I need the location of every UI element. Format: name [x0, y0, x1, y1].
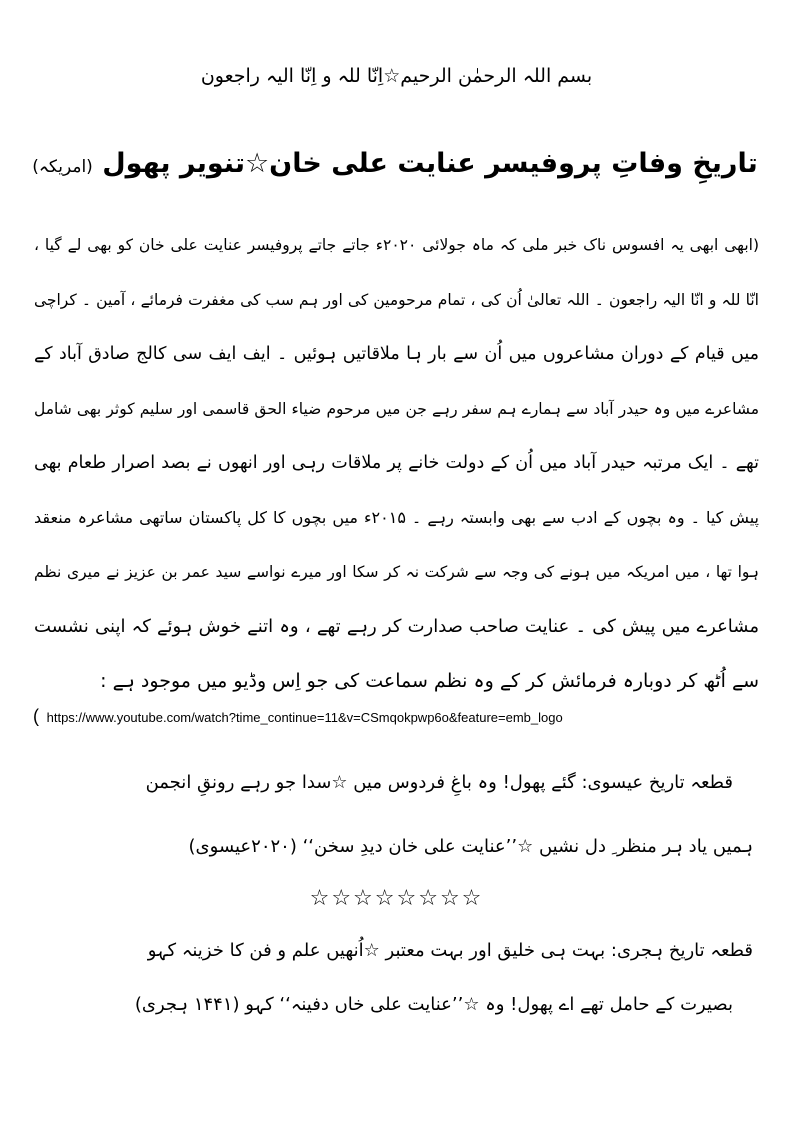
body-paragraph [34, 218, 759, 709]
opening-paren: ( [33, 706, 39, 726]
gregorian-verse-line-2: ہمیں یاد ہر منظر ِ دل نشیں ☆’’عنایت علی خان دیدِ سخن‘‘ (۲۰۲۰عیسوی) [188, 836, 753, 857]
body-line: پیش کیا ۔ وہ بچوں کے ادب سے بھی وابستہ رہے ۔ ۲۰۱۵ء میں بچوں کا کل پاکستان ساتھی مشاعرہ منعقد [34, 507, 759, 527]
body-line: تھے ۔ ایک مرتبہ حیدر آباد میں اُن کے دولت خانے پر ملاقات رہی اور انھوں نے بصد اصرار طعام بھی [34, 453, 759, 473]
video-link[interactable]: https://www.youtube.com/watch?time_continue=11&v=CSmqokpwp6o&feature=emb_logo [46, 710, 563, 725]
hijri-verse-line-1: قطعہ تاریخ ہجری: بہت ہی خلیق اور بہت معتبر ☆اُنھیں علم و فن کا خزینہ کہو [147, 940, 753, 961]
video-link-row [33, 704, 753, 730]
body-line: انّا للہ و انّا الیہ راجعون ۔ اللہ تعالیٰ اُن کی ، تمام مرحومین کی اور ہم سب کی مغفرت فرمائے ، آمین ۔ کراچی [34, 290, 759, 309]
basmala-heading: بسم اللہ الرحمٰن الرحیم☆اِنّا للہ و اِنّا الیہ راجعون [200, 65, 593, 87]
star-divider: ☆☆☆☆☆☆☆☆ [309, 886, 484, 911]
title-main: تاریخِ وفاتِ پروفیسر عنایت علی خان☆تنویر پھول [102, 148, 758, 179]
body-line: میں قیام کے دوران مشاعروں میں اُن سے بار ہا ملاقاتیں ہوئیں ۔ ایف ایف سی کالج صادق آباد کے [34, 344, 759, 364]
body-line: مشاعرے میں وہ حیدر آباد سے ہمارے ہم سفر رہے جن میں مرحوم ضیاء الحق قاسمی اور سلیم کوثر بھی شامل [34, 399, 759, 418]
body-line: مشاعرے میں پیش کی ۔ عنایت صاحب صدارت کر رہے تھے ، وہ اتنے خوش ہوئے کہ اپنی نشست [34, 615, 759, 637]
body-line: ہوا تھا ، میں امریکہ میں ہونے کی وجہ سے شرکت نہ کر سکا اور میرے نواسے سید عمر بن عزیز نے میری نظم [34, 563, 759, 581]
gregorian-verse-line-1: قطعہ تاریخ عیسوی: گئے پھول! وہ باغِ فردوس میں ☆سدا جو رہے رونقِ انجمن [145, 772, 733, 793]
body-line: (ابھی ابھی یہ افسوس ناک خبر ملی کہ ماہ جولائی ۲۰۲۰ء جاتے جاتے پروفیسر عنایت علی خان کو بھی لے گیا ، [34, 236, 759, 254]
title-suffix: (امریکہ) [32, 157, 93, 177]
page-title [30, 140, 760, 191]
hijri-verse-line-2: بصیرت کے حامل تھے اے پھول! وہ ☆’’عنایت علی خاں دفینہ‘‘ کہو (۱۴۴۱ ہجری) [134, 994, 733, 1015]
body-line: سے اُٹھ کر دوبارہ فرمائش کر کے وہ نظم سماعت کی جو اِس وڈیو میں موجود ہے : [100, 670, 759, 692]
